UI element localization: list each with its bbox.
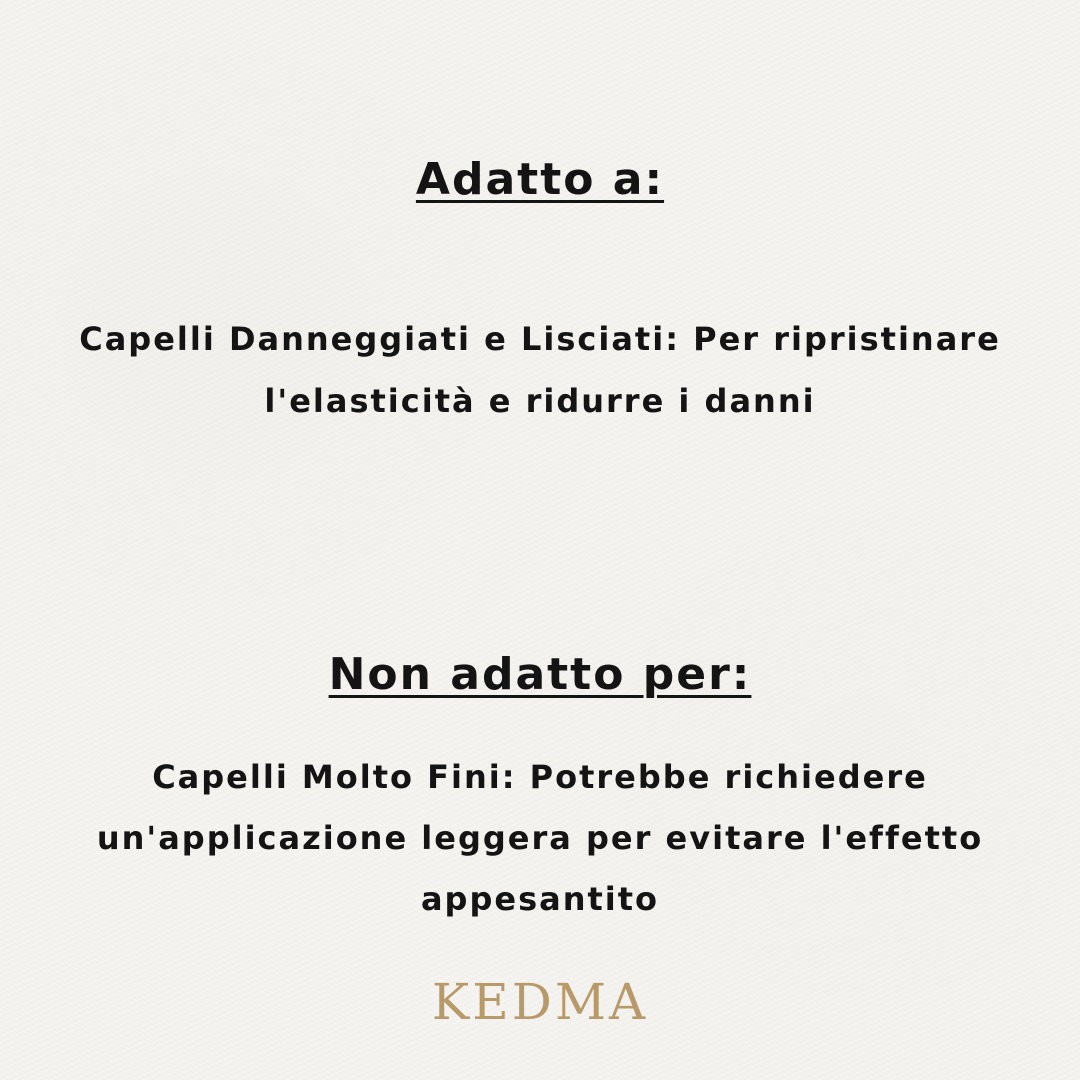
suitable-line: l'elasticità e ridurre i danni (264, 382, 816, 420)
not-suitable-line: appesantito (420, 880, 660, 918)
suitable-line: Capelli Danneggiati e Lisciati: Per ripristinare (79, 320, 1001, 358)
not-suitable-line: Capelli Molto Fini: Potrebbe richiedere (152, 758, 928, 796)
suitable-description (40, 308, 1040, 432)
not-suitable-heading: Non adatto per: (328, 649, 752, 700)
not-suitable-description (40, 747, 1040, 930)
suitable-heading: Adatto a: (415, 154, 665, 205)
not-suitable-line: un'applicazione leggera per evitare l'effetto (96, 819, 984, 857)
brand-logo: KEDMA (431, 973, 649, 1031)
